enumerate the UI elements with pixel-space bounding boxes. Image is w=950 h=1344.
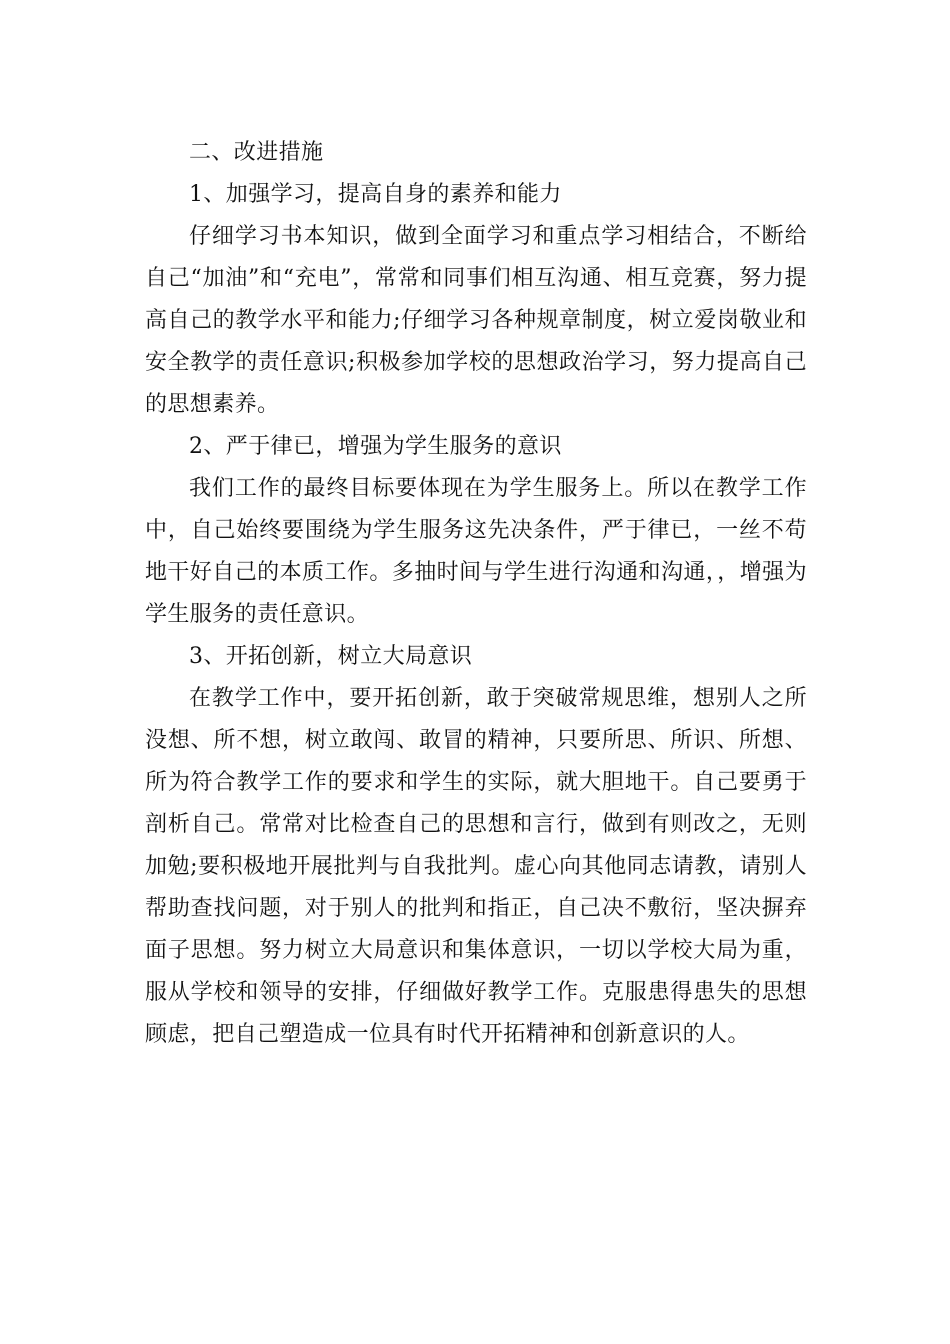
item-paragraph-1: 仔细学习书本知识，做到全面学习和重点学习相结合，不断给自己“加油”和“充电”，常常和同事们相互沟通、相互竞赛，努力提高自己的教学水平和能力;仔细学习各种规章制度，树立爱岗敬业和安全教学的责任意识;积极参加学校的思想政治学习，努力提高自己的思想素养。 xyxy=(145,224,807,417)
document-body xyxy=(145,132,807,1056)
item-paragraph-3: 在教学工作中，要开拓创新，敢于突破常规思维，想别人之所没想、所不想，树立敢闯、敢冒的精神，只要所思、所识、所想、所为符合教学工作的要求和学生的实际，就大胆地干。自己要勇于剖析自己。常常对比检查自己的思想和言行，做到有则改之，无则加勉;要积极地开展批判与自我批判。虚心向其他同志请教，请别人帮助查找问题，对于别人的批判和指正，自己决不敷衍，坚决摒弃面子思想。努力树立大局意识和集体意识，一切以学校大局为重，服从学校和领导的安排，仔细做好教学工作。克服患得患失的思想顾虑，把自己塑造成一位具有时代开拓精神和创新意识的人。 xyxy=(145,686,807,1047)
item-heading-1: 1、加强学习，提高自身的素养和能力 xyxy=(189,182,562,207)
item-heading-3: 3、开拓创新，树立大局意识 xyxy=(189,644,473,669)
section-title: 二、改进措施 xyxy=(189,140,324,165)
item-paragraph-2: 我们工作的最终目标要体现在为学生服务上。所以在教学工作中，自己始终要围绕为学生服务这先决条件，严于律已，一丝不苟地干好自己的本质工作。多抽时间与学生进行沟通和沟通，，增强为学生服务的责任意识。 xyxy=(145,476,807,627)
item-heading-2: 2、严于律已，增强为学生服务的意识 xyxy=(189,434,562,459)
